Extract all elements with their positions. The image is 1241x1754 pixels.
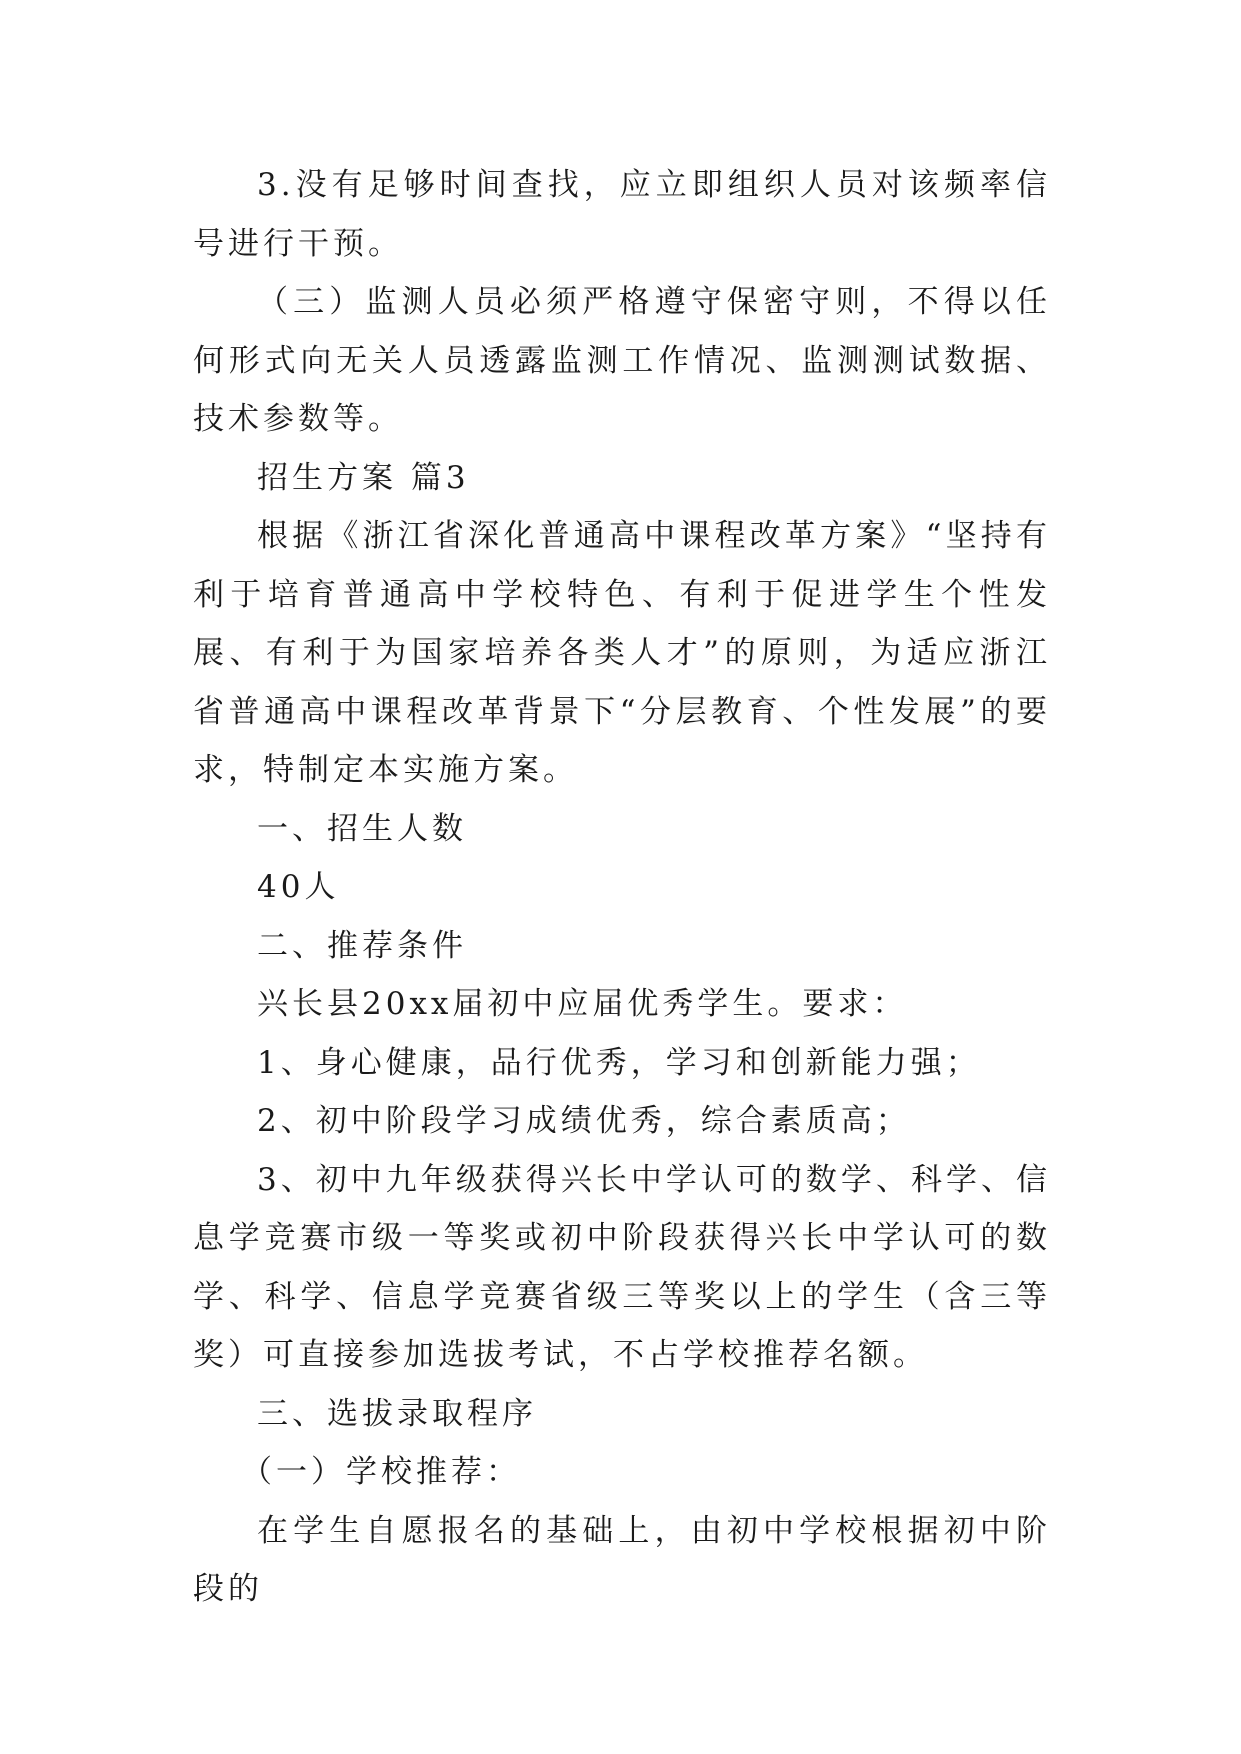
paragraph-basis: 根据《浙江省深化普通高中课程改革方案》“坚持有利于培育普通高中学校特色、有利于促进学生个性发展、有利于为国家培养各类人才”的原则，为适应浙江省普通高中课程改革背景下“分层教育、个性发展”的要求，特制定本实施方案。 <box>193 518 1051 788</box>
heading-selection-procedure: 三、选拔录取程序 <box>257 1395 537 1432</box>
heading-enrollment-count: 一、招生人数 <box>257 810 467 847</box>
section-title-enrollment-plan-3: 招生方案 篇3 <box>257 459 470 496</box>
paragraph-eligible-students: 兴长县20xx届初中应届优秀学生。要求： <box>257 986 908 1022</box>
paragraph-school-recommendation-start: 在学生自愿报名的基础上，由初中学校根据初中阶段的 <box>193 1512 1051 1607</box>
list-item-condition-2: 2、初中阶段学习成绩优秀，综合素质高； <box>257 1103 911 1139</box>
list-item-condition-1: 1、身心健康，品行优秀，学习和创新能力强； <box>257 1044 981 1081</box>
list-item-condition-3: 3、初中九年级获得兴长中学认可的数学、科学、信息学竞赛市级一等奖或初中阶段获得兴长中学认可的数学、科学、信息学竞赛省级三等奖以上的学生（含三等奖）可直接参加选拔考试，不占学校推荐名额。 <box>193 1161 1051 1373</box>
heading-recommendation-conditions: 二、推荐条件 <box>257 927 467 964</box>
paragraph-confidentiality: （三）监测人员必须严格遵守保密守则，不得以任何形式向无关人员透露监测工作情况、监测测试数据、技术参数等。 <box>193 284 1051 437</box>
document-body <box>193 156 1051 1619</box>
paragraph-enrollment-number: 40人 <box>257 869 340 905</box>
paragraph-no-time-to-search: 3.没有足够时间查找，应立即组织人员对该频率信号进行干预。 <box>193 167 1051 262</box>
subheading-school-recommendation: （一）学校推荐： <box>241 1454 521 1490</box>
